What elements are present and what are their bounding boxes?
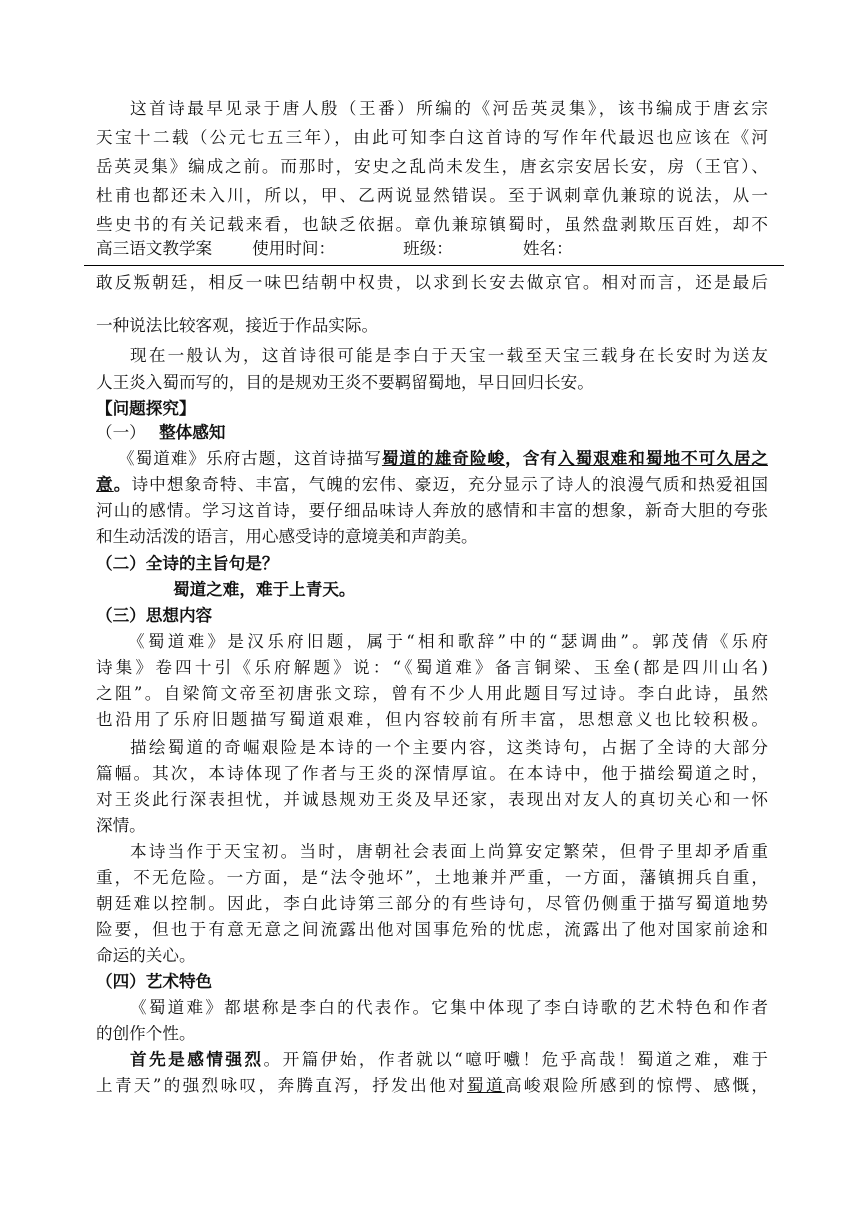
paragraph-line: 的创作个性。 xyxy=(96,1024,196,1043)
paragraph-line: 描绘蜀道的奇崛艰险是本诗的一个主要内容，这类诗句，占据了全诗的大部分 xyxy=(130,738,768,757)
paragraph-line: 意。诗中想象奇特、丰富，气魄的宏伟、豪迈，充分显示了诗人的浪漫气质和热爱祖国 xyxy=(96,474,768,494)
subsection-heading: （三）思想内容 xyxy=(96,605,213,625)
subsection-heading: （四）艺术特色 xyxy=(96,971,213,991)
paragraph-line: 重，不无危险。一方面，是“法令弛坏”，土地兼并严重，一方面，藩镇拥兵自重， xyxy=(96,868,768,887)
underlined-phrase: 意 xyxy=(96,474,114,494)
paragraph-line: 些史书的有关记载来看，也缺乏依据。章仇兼琼镇蜀时，虽然盘剥欺压百姓，却不 xyxy=(96,215,768,234)
bold-phrase: 首先是感情强烈 xyxy=(130,1049,264,1069)
paragraph-line: 《蜀道难》都堪称是李白的代表作。它集中体现了李白诗歌的艺术特色和作者 xyxy=(130,998,768,1017)
underlined-phrase: 蜀道的雄奇险峻 xyxy=(381,448,506,468)
subsection-title: 整体感知 xyxy=(159,422,226,442)
page-header xyxy=(96,234,573,263)
paragraph-line: 《蜀道难》乐府古题，这首诗描写蜀道的雄奇险峻，含有入蜀艰难和蜀地不可久居之 xyxy=(118,448,768,468)
paragraph-line: 也沿用了乐府旧题描写蜀道艰难，但内容较前有所丰富，思想意义也比较积极。 xyxy=(96,710,768,729)
paragraph-line: 人王炎入蜀而写的，目的是规劝王炎不要羁留蜀地，早日回归长安。 xyxy=(96,373,594,392)
header-course: 高三语文教学案 xyxy=(96,239,213,258)
paragraph-line: 和生动活泼的语言，用心感受诗的意境美和声韵美。 xyxy=(96,527,478,546)
paragraph-line: 险要，但也于有意无意之间流露出他对国事危殆的忧虑，流露出了他对国家前途和 xyxy=(96,920,768,939)
paragraph-line: 河山的感情。学习这首诗，要仔细品味诗人奔放的感情和丰富的想象，新奇大胆的夸张 xyxy=(96,501,768,520)
paragraph-line: 之阻”。自梁简文帝至初唐张文琮，曾有不少人用此题目写过诗。李白此诗，虽然 xyxy=(96,684,768,703)
subsection-heading: （二）全诗的主旨句是？ xyxy=(96,553,279,573)
paragraph-line: 这首诗最早见录于唐人殷（王番）所编的《河岳英灵集》，该书编成于唐玄宗 xyxy=(130,99,768,118)
paragraph-line: 《蜀道难》是汉乐府旧题，属于“相和歌辞”中的“瑟调曲”。郭茂倩《乐府 xyxy=(128,632,768,651)
paragraph-line: 首先是感情强烈。开篇伊始，作者就以“噫吁嚱！危乎高哉！蜀道之难，难于 xyxy=(130,1049,768,1069)
header-name-label: 姓名： xyxy=(522,239,573,258)
subsection-number: （一） xyxy=(96,423,146,442)
paragraph-line: 岳英灵集》编成之前。而那时，安史之乱尚未发生，唐玄宗安居长安，房（王官）、 xyxy=(96,157,768,176)
paragraph-line: 篇幅。其次，本诗体现了作者与王炎的深情厚谊。在本诗中，他于描绘蜀道之时， xyxy=(96,764,768,783)
header-rule xyxy=(84,265,784,266)
paragraph-line: 现在一般认为，这首诗很可能是李白于天宝一载至天宝三载身在长安时为送友 xyxy=(130,346,768,365)
subsection-heading xyxy=(96,418,768,447)
section-heading: 【问题探究】 xyxy=(96,398,196,418)
paragraph-line: 朝廷难以控制。因此，李白此诗第三部分的有些诗句，尽管仍侧重于描写蜀道地势 xyxy=(96,894,768,913)
paragraph-line: 敢反叛朝廷，相反一味巴结朝中权贵，以求到长安去做京官。相对而言，还是最后 xyxy=(96,273,768,292)
paragraph-line: 一种说法比较客观，接近于作品实际。 xyxy=(96,316,379,335)
paragraph-line: 诗集》卷四十引《乐府解题》说：“《蜀道难》备言铜梁、玉垒(都是四川山名) xyxy=(96,658,768,677)
paragraph-line: 天宝十二载（公元七五三年），由此可知李白这首诗的写作年代最迟也应该在《河 xyxy=(96,128,768,147)
key-sentence: 蜀道之难，难于上青天。 xyxy=(173,579,356,599)
paragraph-line: 上青天”的强烈咏叹，奔腾直泻，抒发出他对蜀道高峻艰险所感到的惊愕、感慨， xyxy=(96,1076,768,1095)
paragraph-line: 深情。 xyxy=(96,816,146,835)
header-time-label: 使用时间： xyxy=(252,239,336,258)
header-class-label: 班级： xyxy=(403,239,453,258)
paragraph-line: 命运的关心。 xyxy=(96,946,196,965)
paragraph-line: 本诗当作于天宝初。当时，唐朝社会表面上尚算安定繁荣，但骨子里却矛盾重 xyxy=(130,842,768,861)
underlined-phrase: 入蜀艰难和蜀地不可久居之 xyxy=(557,448,768,468)
underlined-phrase: 蜀道 xyxy=(467,1076,505,1095)
paragraph-line: 杜甫也都还未入川，所以，甲、乙两说显然错误。至于讽刺章仇兼琼的说法，从一 xyxy=(96,186,768,205)
paragraph-line: 对王炎此行深表担忧，并诚恳规劝王炎及早还家，表现出对友人的真切关心和一怀 xyxy=(96,790,768,809)
